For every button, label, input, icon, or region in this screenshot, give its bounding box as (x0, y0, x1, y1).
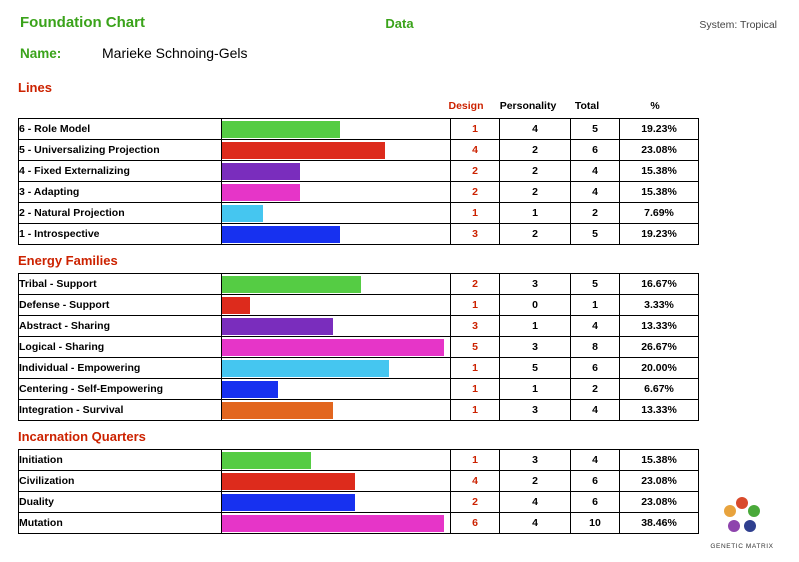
cell-personality: 1 (500, 203, 571, 224)
cell-percent: 15.38% (620, 450, 699, 471)
table-row (19, 492, 699, 513)
cell-personality: 3 (500, 450, 571, 471)
row-label: 2 - Natural Projection (19, 203, 222, 224)
cell-design: 1 (451, 203, 500, 224)
cell-percent: 13.33% (620, 316, 699, 337)
cell-personality: 3 (500, 337, 571, 358)
table-row (19, 400, 699, 421)
table-row (19, 379, 699, 400)
section-title-lines: Lines (18, 80, 52, 95)
cell-total: 4 (571, 182, 620, 203)
cell-design: 1 (451, 450, 500, 471)
row-bar-cell (222, 400, 451, 421)
row-bar-cell (222, 274, 451, 295)
bar (222, 452, 311, 469)
system-label: System: Tropical (699, 19, 777, 31)
row-bar-cell (222, 492, 451, 513)
cell-total: 5 (571, 119, 620, 140)
row-bar-cell (222, 203, 451, 224)
cell-total: 5 (571, 224, 620, 245)
name-row (14, 44, 785, 72)
cell-design: 1 (451, 358, 500, 379)
name-value: Marieke Schnoing-Gels (102, 45, 248, 61)
cell-percent: 23.08% (620, 492, 699, 513)
cell-design: 1 (451, 119, 500, 140)
table-row (19, 358, 699, 379)
table-incarnation-quarters-body (19, 450, 699, 534)
cell-total: 8 (571, 337, 620, 358)
row-label: Abstract - Sharing (19, 316, 222, 337)
bar (222, 318, 333, 335)
bar (222, 402, 333, 419)
cell-personality: 4 (500, 513, 571, 534)
row-bar-cell (222, 358, 451, 379)
row-label: Logical - Sharing (19, 337, 222, 358)
cell-personality: 2 (500, 140, 571, 161)
cell-total: 6 (571, 471, 620, 492)
row-bar-cell (222, 295, 451, 316)
cell-design: 2 (451, 492, 500, 513)
row-bar-cell (222, 513, 451, 534)
row-label: 5 - Universalizing Projection (19, 140, 222, 161)
table-row (19, 295, 699, 316)
cell-percent: 13.33% (620, 400, 699, 421)
row-label: Civilization (19, 471, 222, 492)
bar (222, 297, 250, 314)
bar (222, 276, 361, 293)
cell-percent: 15.38% (620, 161, 699, 182)
bar (222, 205, 263, 222)
row-label: Integration - Survival (19, 400, 222, 421)
bar (222, 494, 355, 511)
cell-personality: 2 (500, 161, 571, 182)
header-center-label: Data (385, 16, 414, 31)
table-energy-families-body (19, 274, 699, 421)
cell-design: 1 (451, 295, 500, 316)
row-bar-cell (222, 316, 451, 337)
cell-percent: 20.00% (620, 358, 699, 379)
page-title: Foundation Chart (20, 14, 145, 31)
row-bar-cell (222, 337, 451, 358)
column-header-design: Design (448, 100, 484, 112)
cell-design: 2 (451, 182, 500, 203)
bar (222, 473, 355, 490)
logo (707, 494, 777, 550)
row-bar-cell (222, 119, 451, 140)
cell-percent: 38.46% (620, 513, 699, 534)
cell-personality: 1 (500, 316, 571, 337)
row-label: Centering - Self-Empowering (19, 379, 222, 400)
bar (222, 142, 385, 159)
row-label: Defense - Support (19, 295, 222, 316)
row-bar-cell (222, 224, 451, 245)
section-title-incarnation-quarters: Incarnation Quarters (18, 429, 146, 444)
row-label: Mutation (19, 513, 222, 534)
cell-total: 5 (571, 274, 620, 295)
column-header-personality: Personality (499, 100, 557, 112)
cell-total: 6 (571, 140, 620, 161)
row-label: 1 - Introspective (19, 224, 222, 245)
cell-design: 6 (451, 513, 500, 534)
row-label: Tribal - Support (19, 274, 222, 295)
table-row (19, 471, 699, 492)
bar (222, 163, 300, 180)
table-row (19, 450, 699, 471)
cell-percent: 23.08% (620, 140, 699, 161)
cell-design: 4 (451, 471, 500, 492)
bar (222, 515, 444, 532)
cell-total: 6 (571, 358, 620, 379)
row-label: Duality (19, 492, 222, 513)
column-header-total: Total (574, 100, 600, 112)
row-label: 4 - Fixed Externalizing (19, 161, 222, 182)
row-bar-cell (222, 140, 451, 161)
cell-total: 6 (571, 492, 620, 513)
cell-total: 4 (571, 316, 620, 337)
bar (222, 360, 389, 377)
bar (222, 121, 340, 138)
cell-design: 3 (451, 316, 500, 337)
cell-design: 4 (451, 140, 500, 161)
cell-personality: 3 (500, 400, 571, 421)
bar (222, 226, 340, 243)
column-header-percent: % (650, 100, 660, 112)
cell-design: 1 (451, 379, 500, 400)
table-row (19, 274, 699, 295)
table-lines (18, 118, 699, 245)
row-label: 6 - Role Model (19, 119, 222, 140)
table-row (19, 203, 699, 224)
table-energy-families (18, 273, 699, 421)
table-row (19, 513, 699, 534)
cell-percent: 19.23% (620, 119, 699, 140)
cell-percent: 6.67% (620, 379, 699, 400)
cell-personality: 0 (500, 295, 571, 316)
cell-personality: 4 (500, 492, 571, 513)
cell-total: 4 (571, 450, 620, 471)
logo-caption: GENETIC MATRIX (710, 543, 774, 550)
bar (222, 184, 300, 201)
cell-personality: 4 (500, 119, 571, 140)
row-bar-cell (222, 161, 451, 182)
cell-percent: 3.33% (620, 295, 699, 316)
cell-design: 2 (451, 161, 500, 182)
table-row (19, 337, 699, 358)
cell-personality: 2 (500, 224, 571, 245)
row-bar-cell (222, 182, 451, 203)
table-row (19, 224, 699, 245)
row-label: 3 - Adapting (19, 182, 222, 203)
cell-total: 2 (571, 203, 620, 224)
table-row (19, 316, 699, 337)
table-row (19, 140, 699, 161)
cell-percent: 16.67% (620, 274, 699, 295)
cell-design: 1 (451, 400, 500, 421)
cell-personality: 2 (500, 182, 571, 203)
cell-total: 1 (571, 295, 620, 316)
table-row (19, 161, 699, 182)
row-bar-cell (222, 450, 451, 471)
genetic-matrix-icon (719, 494, 765, 540)
section-title-energy-families: Energy Families (18, 253, 118, 268)
row-label: Individual - Empowering (19, 358, 222, 379)
cell-personality: 5 (500, 358, 571, 379)
cell-design: 5 (451, 337, 500, 358)
bar (222, 381, 278, 398)
name-label: Name: (20, 46, 62, 61)
cell-percent: 7.69% (620, 203, 699, 224)
cell-total: 4 (571, 400, 620, 421)
cell-design: 3 (451, 224, 500, 245)
table-row (19, 119, 699, 140)
cell-total: 2 (571, 379, 620, 400)
cell-personality: 1 (500, 379, 571, 400)
row-label: Initiation (19, 450, 222, 471)
row-bar-cell (222, 379, 451, 400)
table-lines-body (19, 119, 699, 245)
cell-percent: 23.08% (620, 471, 699, 492)
cell-percent: 15.38% (620, 182, 699, 203)
cell-percent: 19.23% (620, 224, 699, 245)
cell-personality: 2 (500, 471, 571, 492)
cell-percent: 26.67% (620, 337, 699, 358)
bar (222, 339, 444, 356)
cell-total: 10 (571, 513, 620, 534)
page-header (14, 12, 785, 38)
table-incarnation-quarters (18, 449, 699, 534)
cell-total: 4 (571, 161, 620, 182)
cell-personality: 3 (500, 274, 571, 295)
cell-design: 2 (451, 274, 500, 295)
table-row (19, 182, 699, 203)
column-headers (14, 100, 785, 115)
row-bar-cell (222, 471, 451, 492)
